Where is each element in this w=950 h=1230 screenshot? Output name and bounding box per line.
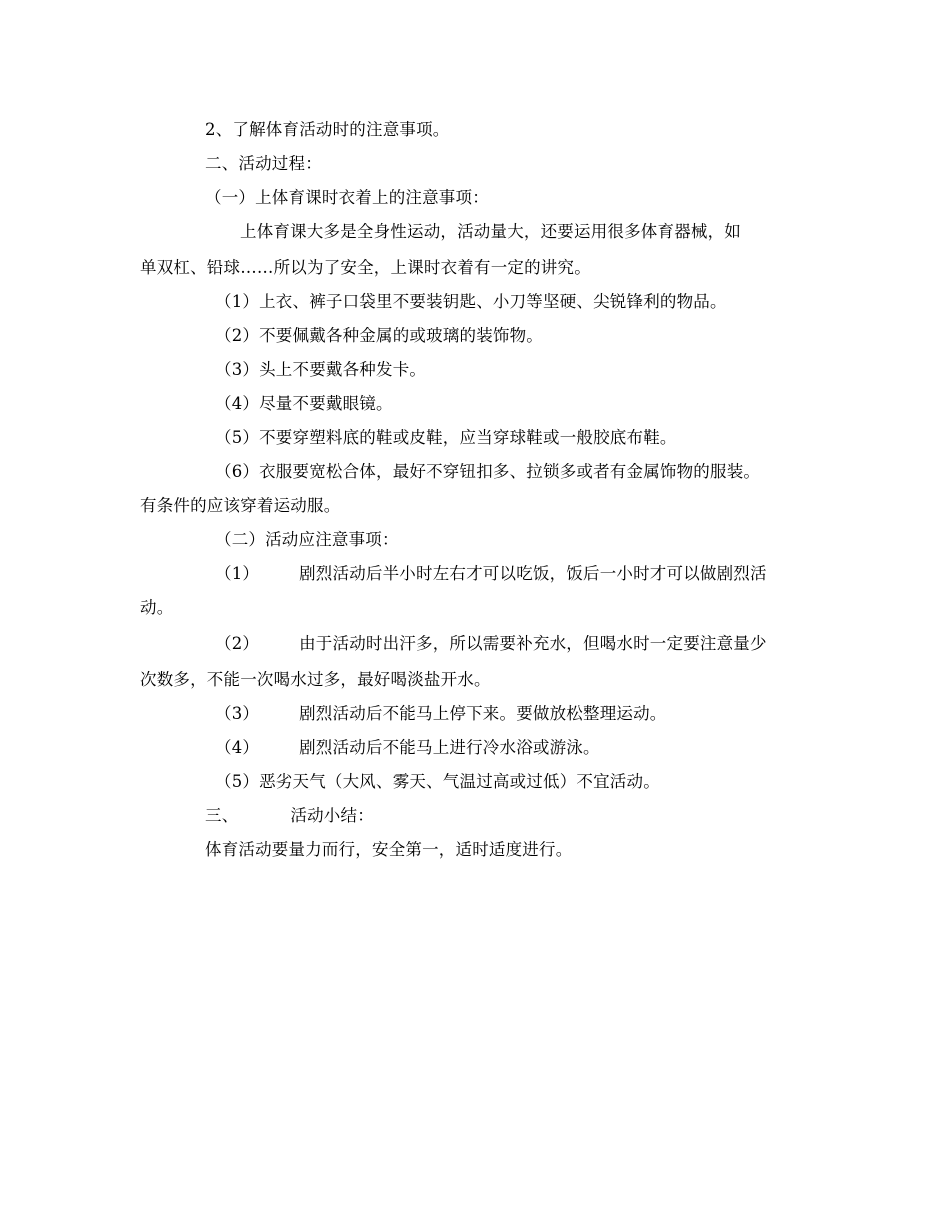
list-marker: （1） (215, 564, 260, 583)
paragraph-summary: 体育活动要量力而行，安全第一，适时适度进行。 (205, 840, 573, 859)
paragraph-intro-line2: 单双杠、铅球……所以为了安全，上课时衣着有一定的讲究。 (140, 258, 591, 277)
list-item-clothing-6-line1: （6）衣服要宽松合体，最好不穿钮扣多、拉锁多或者有金属饰物的服装。 (215, 462, 761, 481)
list-text: 剧烈活动后半小时左右才可以吃饭，饭后一小时才可以做剧烈活 (299, 564, 767, 583)
list-text: 剧烈活动后不能马上停下来。要做放松整理运动。 (299, 704, 667, 723)
list-item-clothing-1: （1）上衣、裤子口袋里不要装钥匙、小刀等坚硬、尖锐锋利的物品。 (215, 292, 727, 311)
list-item-precaution-2-line1 (215, 634, 767, 654)
heading-activity-summary (205, 806, 374, 826)
list-text: 剧烈活动后不能马上进行冷水浴或游泳。 (299, 738, 600, 757)
list-item-clothing-2: （2）不要佩戴各种金属的或玻璃的装饰物。 (215, 326, 543, 345)
section-title: 活动小结： (290, 806, 374, 825)
paragraph-objective-2: 2、了解体育活动时的注意事项。 (205, 120, 450, 139)
subheading-clothing: （一）上体育课时衣着上的注意事项： (205, 188, 489, 207)
list-item-clothing-6-line2: 有条件的应该穿着运动服。 (140, 496, 341, 515)
list-marker: （2） (215, 634, 260, 653)
list-item-precaution-5: （5）恶劣天气（大风、雾天、气温过高或过低）不宜活动。 (215, 772, 660, 791)
list-item-clothing-5: （5）不要穿塑料底的鞋或皮鞋，应当穿球鞋或一般胶底布鞋。 (215, 428, 677, 447)
list-item-precaution-3 (215, 704, 667, 724)
section-marker: 三、 (205, 806, 239, 825)
list-item-precaution-4 (215, 738, 600, 758)
subheading-precautions: （二）活动应注意事项： (215, 530, 399, 549)
paragraph-intro-line1: 上体育课大多是全身性运动，活动量大，还要运用很多体育器械，如 (240, 222, 741, 241)
list-marker: （3） (215, 704, 260, 723)
heading-activity-process: 二、活动过程： (205, 154, 322, 173)
list-item-clothing-4: （4）尽量不要戴眼镜。 (215, 394, 393, 413)
list-item-clothing-3: （3）头上不要戴各种发卡。 (215, 360, 427, 379)
list-item-precaution-2-line2: 次数多，不能一次喝水过多，最好喝淡盐开水。 (140, 670, 491, 689)
list-item-precaution-1-line2: 动。 (140, 598, 174, 617)
list-text: 由于活动时出汗多，所以需要补充水，但喝水时一定要注意量少 (299, 634, 767, 653)
list-item-precaution-1-line1 (215, 564, 767, 584)
list-marker: （4） (215, 738, 260, 757)
